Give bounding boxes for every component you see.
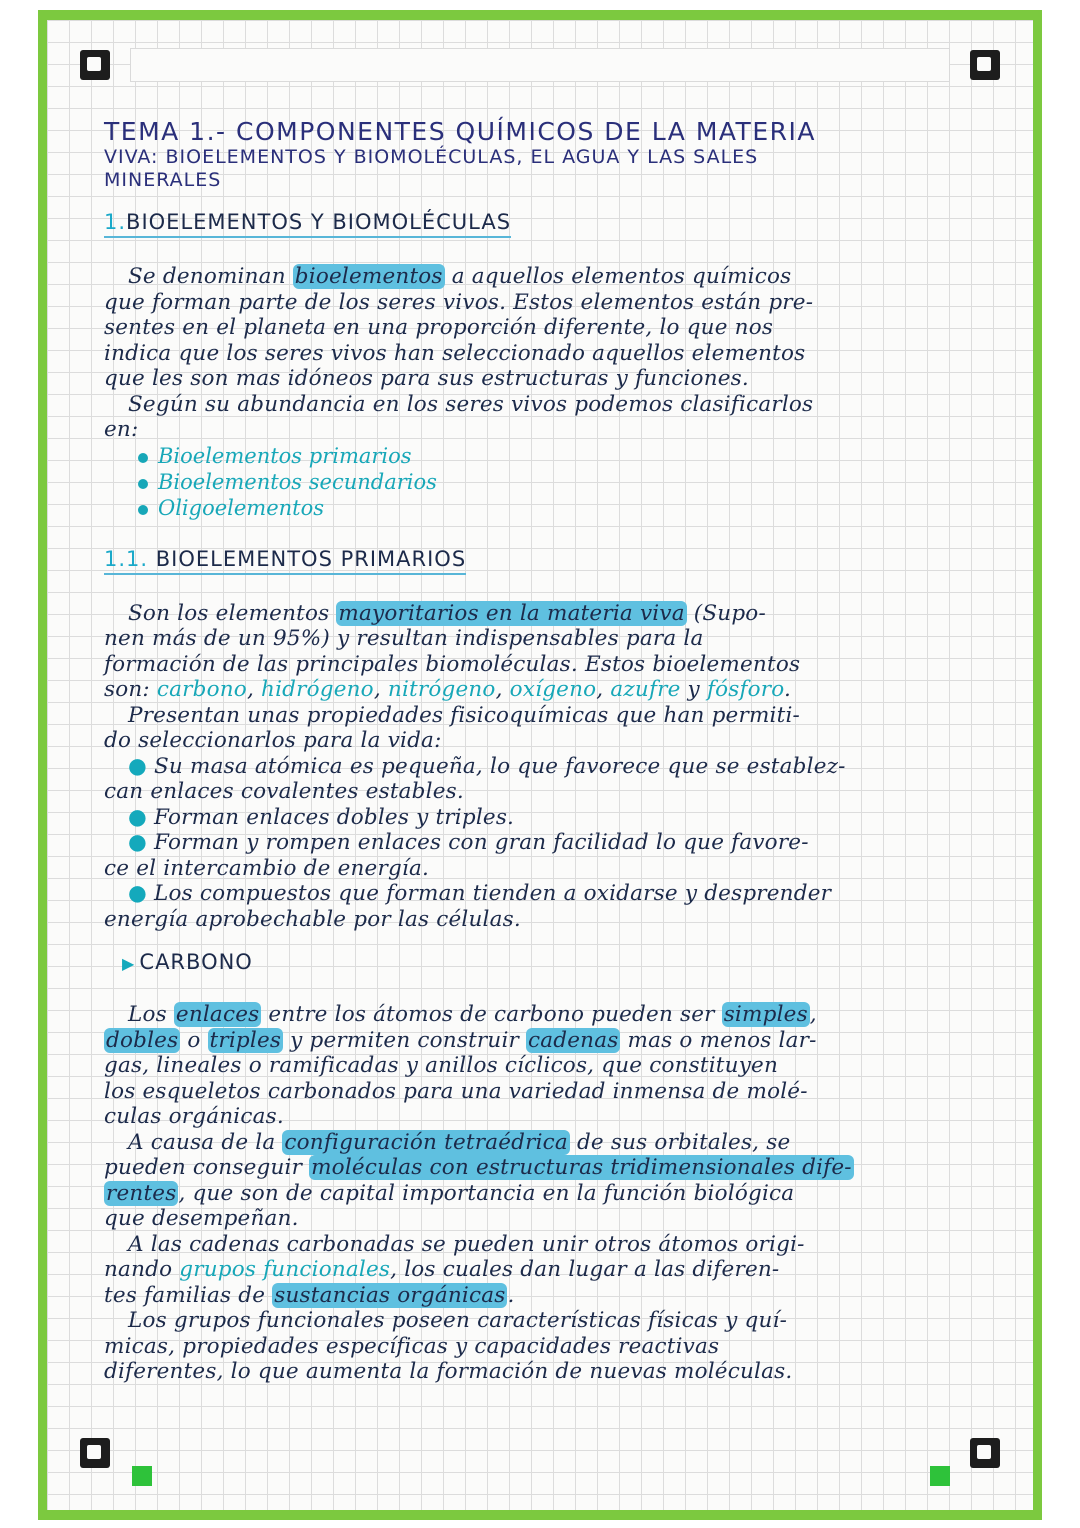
carbono-paragraph-2: A causa de la configuración tetraédrica de sus orbitales, se pueden conseguir moléculas con estructuras tridimensionales dife- rentes, que son de capital importancia en la función biológica que desempeñan. <box>104 1129 852 1231</box>
highlight-bioelementos: bioelementos <box>294 264 443 289</box>
corner-mark-bottom-left <box>80 1438 110 1468</box>
carbono-heading <box>104 950 994 976</box>
section-1-paragraph-2: Según su abundancia en los seres vivos podemos clasificarlos en: <box>104 391 814 442</box>
highlight-mayoritarios: mayoritarios en la materia viva <box>338 600 685 626</box>
carbono-paragraph-1: Los enlaces entre los átomos de carbono pueden ser simples, dobles o triples y permiten construir cadenas mas o menos lar- gas, lineales o ramificadas y anillos cíclicos, que constituyen los esqueletos carbonados para una variedad inmensa de molé- culas orgánicas. <box>104 1002 817 1129</box>
carbono-paragraph-3: A las cadenas carbonadas se pueden unir otros átomos origi- nando grupos funcionales, los cuales dan lugar a las diferen- tes familias de sustancias orgánicas. <box>104 1231 805 1308</box>
subsection-title: CARBONO <box>139 950 253 974</box>
notes-content <box>104 118 994 1385</box>
green-marker-left <box>132 1466 152 1486</box>
title-line-1: TEMA 1.- COMPONENTES QUÍMICOS DE LA MATERIA <box>104 117 816 146</box>
play-triangle-icon: ▶ <box>122 954 135 973</box>
bullet-dot: ● <box>128 804 154 830</box>
section-number: 1. <box>104 210 127 234</box>
page-title <box>104 118 994 192</box>
list-item: Bioelementos secundarios <box>104 469 994 495</box>
bullet-dot <box>138 479 148 489</box>
section-1-1-paragraph-1: Son los elementos mayoritarios en la materia viva (Supo- nen más de un 95%) y resultan indispensables para la formación de las principales biomoléculas. Estos bioelementos son: carbono, hidrógeno, nitrógeno, oxígeno, azufre y fósforo. <box>104 601 994 703</box>
title-line-2: VIVA: BIOELEMENTOS Y BIOMOLÉCULAS, EL AGUA Y LAS SALES <box>104 146 759 168</box>
green-marker-right <box>930 1466 950 1486</box>
bullet-dot: ● <box>128 830 154 855</box>
section-title: BIOELEMENTOS PRIMARIOS <box>155 546 467 571</box>
bullet-dot <box>138 505 148 515</box>
section-1-heading <box>104 210 994 238</box>
bullet-dot: ● <box>128 881 154 906</box>
header-strip <box>130 48 950 82</box>
corner-mark-top-left <box>80 50 110 80</box>
section-title: BIOELEMENTOS Y BIOMOLÉCULAS <box>126 210 512 234</box>
list-item: ● Su masa atómica es pequeña, lo que favorece que se establez- can enlaces covalentes estables. <box>104 753 846 804</box>
section-1-1-paragraph-2: Presentan unas propiedades fisicoquímicas que han permiti- do seleccionarlos para la vida: <box>104 702 801 753</box>
list-item: ● Forman y rompen enlaces con gran facilidad lo que favore- ce el intercambio de energía. <box>104 830 809 881</box>
primary-elements-line: son: carbono, hidrógeno, nitrógeno, oxígeno, azufre y fósforo. <box>104 677 792 702</box>
corner-mark-top-right <box>970 50 1000 80</box>
bioelement-types-list <box>104 443 994 521</box>
title-line-3: MINERALES <box>104 169 222 191</box>
section-1-paragraph-1: Se denominan bioelementos a aquellos elementos químicos que forman parte de los seres vivos. Estos elementos están pre- sentes en el planeta en una proporción diferente, lo que nos indica que los seres vivos han seleccionado aquellos elementos que les son mas idóneos para sus estructuras y funciones. <box>104 264 814 391</box>
list-item: Oligoelementos <box>104 495 994 521</box>
list-item: ● Los compuestos que forman tienden a oxidarse y desprender energía aprobechable por las células. <box>104 881 832 932</box>
bullet-dot: ● <box>128 753 154 779</box>
list-item: ● Forman enlaces dobles y triples. <box>128 804 515 830</box>
properties-list <box>104 754 994 933</box>
bullet-dot <box>138 453 148 463</box>
carbono-paragraph-4: Los grupos funcionales poseen características físicas y quí- micas, propiedades específicas y capacidades reactivas diferentes, lo que aumenta la formación de nuevas moléculas. <box>104 1308 793 1384</box>
list-item: Bioelementos primarios <box>104 443 994 469</box>
corner-mark-bottom-right <box>970 1438 1000 1468</box>
section-number: 1.1. <box>104 546 149 571</box>
section-1-1-heading <box>104 547 994 575</box>
